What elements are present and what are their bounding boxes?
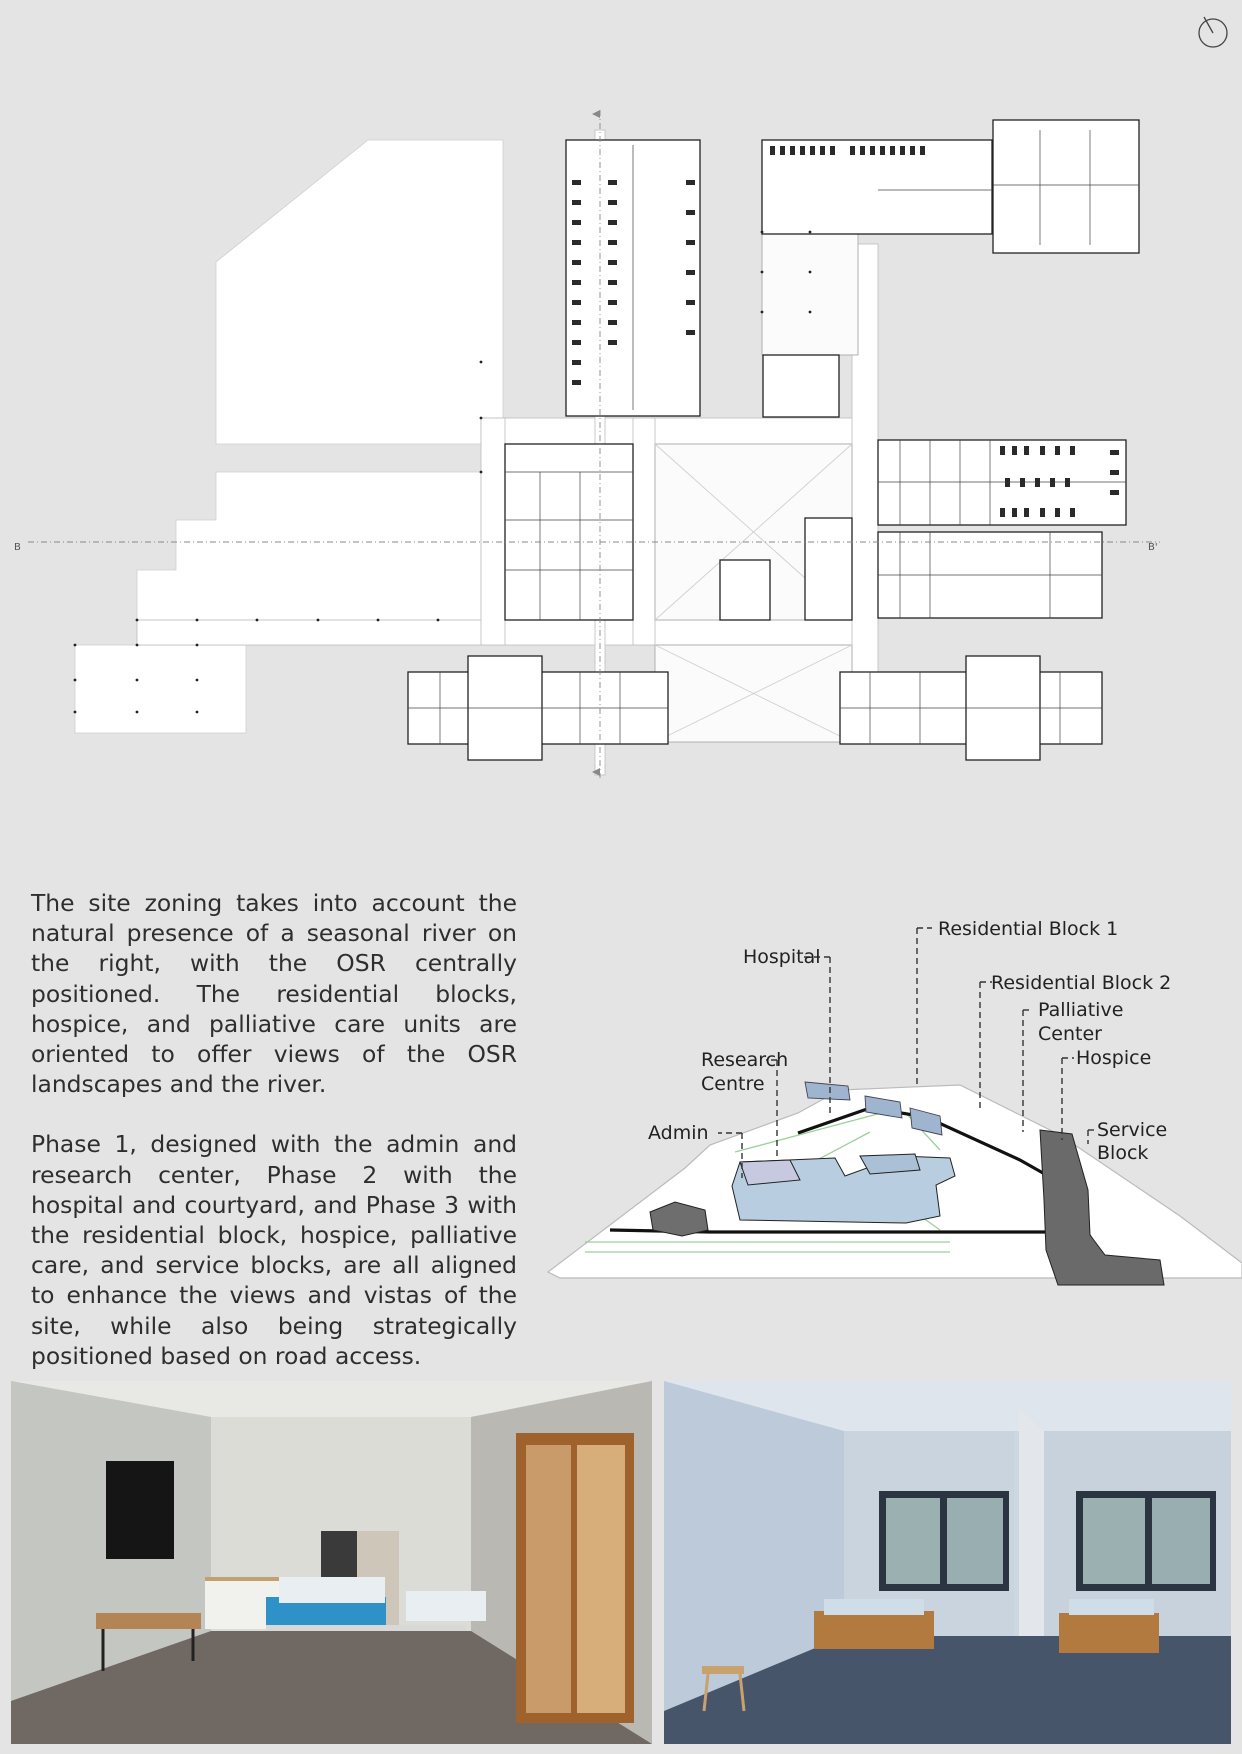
section-marker-right: B' [1148,542,1158,553]
label-research-line1: Research [701,1049,789,1071]
label-residential-block-1: Residential Block 1 [938,918,1119,940]
label-admin: Admin [648,1122,709,1144]
site-massing-diagram [540,880,1242,1300]
label-hospice: Hospice [1076,1047,1152,1069]
label-service-line2: Block [1097,1142,1149,1164]
north-arrow-icon [1199,17,1227,47]
label-palliative-line1: Palliative [1038,999,1124,1021]
label-service-line1: Service [1097,1119,1168,1141]
label-residential-block-2: Residential Block 2 [991,972,1172,994]
section-marker-left: B [14,542,21,553]
residential-block-1-mass [805,1082,850,1100]
label-research-line2: Centre [701,1073,765,1095]
description-paragraph-1: The site zoning takes into account the natural presence of a seasonal river on the right, with the OSR centrally positioned. The residential blocks, hospice, and palliative care units are oriented to offer views of the OSR landscapes and the river. [31,889,517,1099]
interior-render-residential-room [11,1381,652,1744]
label-hospital: Hospital [743,946,821,968]
site-zoning-description [31,888,517,1401]
ground-floor-plan [0,0,1242,800]
interior-render-patient-rooms [664,1381,1231,1744]
label-palliative-line2: Center [1038,1023,1102,1045]
description-paragraph-2: Phase 1, designed with the admin and research center, Phase 2 with the hospital and courtyard, and Phase 3 with the residential block, hospice, palliative care, and service blocks, are all aligned to enhance the views and vistas of the site, while also being strategically positioned based on road access. [31,1130,517,1370]
